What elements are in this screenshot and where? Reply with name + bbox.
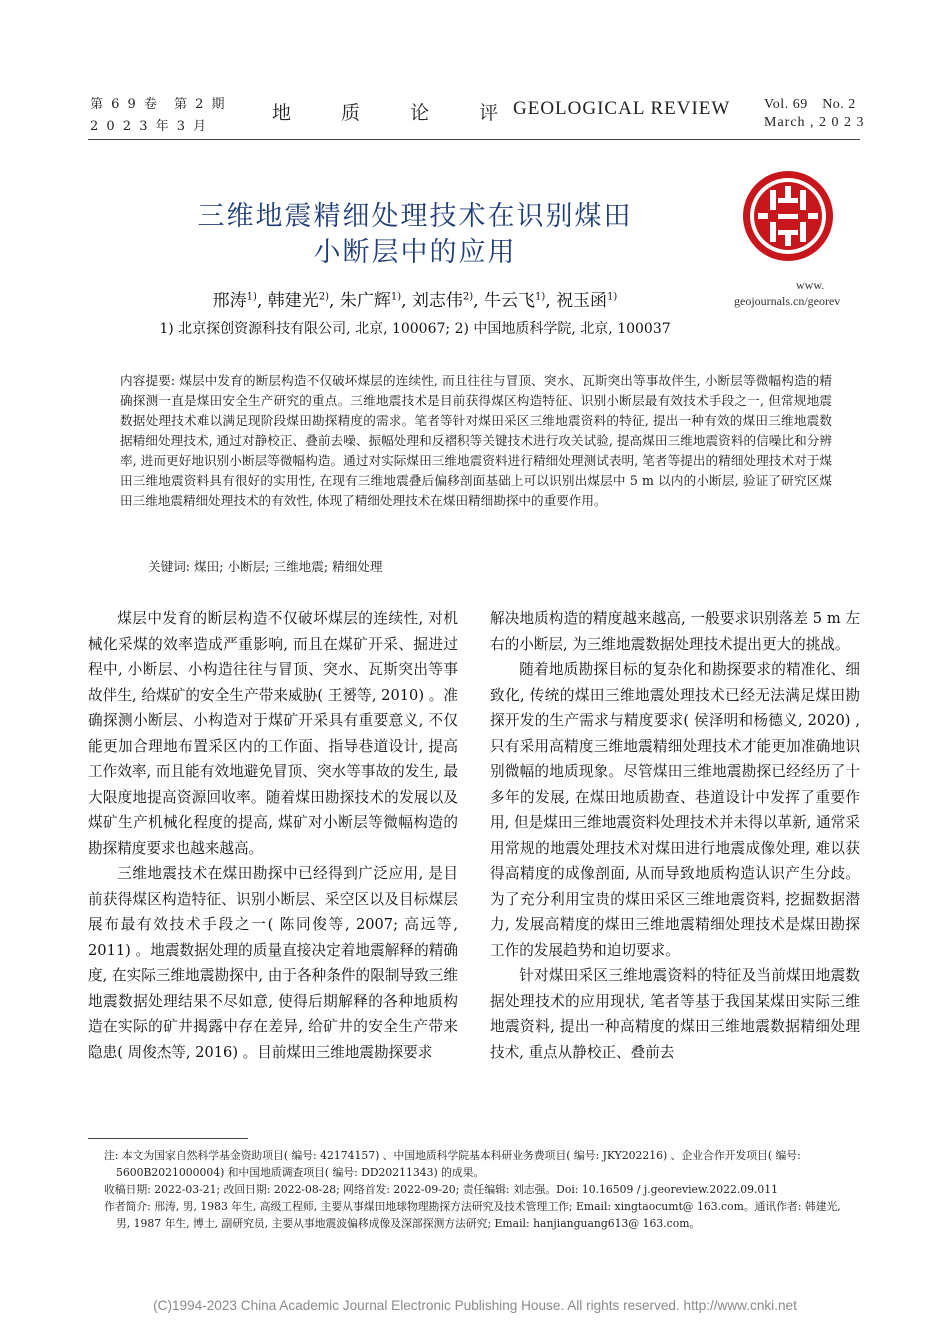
abstract: 内容提要: 煤层中发育的断层构造不仅破坏煤层的连续性, 而且往往与冒顶、突水、瓦斯突出等事故伴生, 小断层等微幅构造的精确探测一直是煤田安全生产研究的重点。三维地震技术是目前获得煤区构造特征、识别小断层最有效技术手段之一, 但常规地震数据处理技术难以满足现阶段煤田勘探精度的需求。笔者等针对煤田采区三维地震资料的特征, 提出一种有效的煤田三维地震数据精细处理技术, 通过对静校正、叠前去噪、振幅处理和反褶积等关键技术进行攻关试验, 提高煤田三维地震资料的信噪比和分辨率, 进而更好地识别小断层等微幅构造。通过对实际煤田三维地震资料进行精细处理测试表明, 笔者等提出的精细处理技术对于煤田三维地震资料具有很好的实用性, 在现有三维地震叠后偏移剖面基础上可以识别出煤层中 5 m 以内的小断层, 验证了研究区煤田三维地震精细处理技术的有效性, 体现了精细处理技术在煤田精细勘探中的重要作用。	[120, 373, 832, 508]
header-rule	[88, 139, 860, 140]
header-date-en: March , 2 0 2 3	[764, 115, 865, 130]
footnote-rule	[88, 1138, 248, 1139]
author: 刘志伟$^{2)}$	[411, 291, 474, 311]
paragraph: 煤层中发育的断层构造不仅破坏煤层的连续性, 对机械化采煤的效率造成严重影响, 而且在煤矿开采、掘进过程中, 小断层、小构造往往与冒顶、突水、瓦斯突出等事故伴生, 给煤矿的安全生产带来威胁( 王赟等, 2010) 。准确探测小断层、小构造对于煤矿开采具有重要意义, 不仅能更加合理地布置采区内的工作面、指导巷道设计, 提高工作效率, 而且能有效地避免冒顶、突水等事故的发生, 最大限度地提高资源回收率。随着煤田勘探技术的发展以及煤矿生产机械化程度的提高, 煤矿对小断层等微幅构造的勘探精度要求也越来越高。	[88, 610, 458, 857]
header-volume-issue-cn: 第 6 9 卷 第 2 期	[90, 97, 227, 112]
body-right-column	[490, 606, 860, 1065]
author-list: 邢涛$^{1)}$, 韩建光$^{2)}$, 朱广辉$^{1)}$, 刘志伟$^{2)}$, 牛云飞$^{1)}$, 祝玉函$^{1)}$	[212, 291, 618, 311]
header-journal-cn: 地 质 论 评	[272, 102, 521, 124]
header-volume-issue-en: Vol. 69 No. 2	[764, 97, 856, 112]
article-title-line2: 小断层中的应用	[313, 237, 517, 268]
copyright-notice: (C)1994-2023 China Academic Journal Electronic Publishing House. All rights reserved. http://www.cnki.net	[153, 1298, 797, 1313]
paragraph: 三维地震技术在煤田勘探中已经得到广泛应用, 是目前获得煤区构造特征、识别小断层、采空区以及目标煤层展布最有效技术手段之一( 陈同俊等, 2007; 高远等, 2011) 。地震数据处理的质量直接决定着地震解释的精确度, 在实际三维地震勘探中, 由于各种条件的限制导致三维地震数据处理结果不尽如意, 使得后期解释的各种地质构造在实际的矿井揭露中存在差异, 给矿井的安全生产带来隐患( 周俊杰等, 2016) 。目前煤田三维地震勘探要求	[88, 865, 458, 1061]
header-date-cn: 2 0 2 3 年 3 月	[90, 119, 209, 134]
author: 邢涛$^{1)}$	[212, 291, 257, 311]
paragraph: 随着地质勘探目标的复杂化和勘探要求的精准化、细致化, 传统的煤田三维地震处理技术已经无法满足煤田勘探开发的生产需求与精度要求( 侯泽明和杨德义, 2020) , 只有采用高精度三维地震精细处理技术才能更加准确地识别微幅的地质现象。尽管煤田三维地震勘探已经经历了十多年的发展, 在煤田地质勘查、巷道设计中发挥了重要作用, 但是煤田三维地震资料处理技术并未得以革新, 通常采用常规的地震处理技术对煤田进行地震成像处理, 难以获得高精度的成像剖面, 从而导致地质构造认识产生分歧。为了充分利用宝贵的煤田采区三维地震资料, 挖掘数据潜力, 发展高精度的煤田三维地震精细处理技术是煤田勘探工作的发展趋势和迫切要求。	[490, 661, 860, 959]
journal-site-prefix: www.	[796, 278, 825, 292]
article-title-line1: 三维地震精细处理技术在识别煤田	[197, 201, 633, 232]
author: 牛云飞$^{1)}$	[483, 291, 546, 311]
journal-site-url[interactable]: geojournals.cn/georev	[734, 294, 841, 308]
affiliations: 1) 北京探创资源科技有限公司, 北京, 100067; 2) 中国地质科学院, 北京, 100037	[159, 321, 671, 337]
paragraph: 针对煤田采区三维地震资料的特征及当前煤田地震数据处理技术的应用现状, 笔者等基于我国某煤田实际三维地震资料, 提出一种高精度的煤田三维地震数据精细处理技术, 重点从静校正、叠前去	[490, 967, 860, 1061]
body-left-column	[88, 606, 458, 1065]
dates-note: 收稿日期: 2022-03-21; 改回日期: 2022-08-28; 网络首发: 2022-09-20; 责任编辑: 刘志强。Doi: 10.16509 / j.georeview.2022.09.011	[104, 1183, 779, 1196]
author-bio-note: 作者简介: 邢涛, 男, 1983 年生, 高级工程师, 主要从事煤田地球物理勘探方法研究及技术管理工作; Email: xingtaocumt@ 163.com。通讯作者: 韩建光, 男, 1987 年生, 博士, 副研究员, 主要从事地震波偏移成像及深部探测方法研究; Email: hanjianguang613@ 163.com。	[104, 1200, 841, 1230]
author: 祝玉函$^{1)}$	[556, 291, 618, 311]
paragraph: 解决地质构造的精度越来越高, 一般要求识别落差 5 m 左右的小断层, 为三维地震数据处理技术提出更大的挑战。	[490, 610, 860, 653]
footnotes	[104, 1147, 854, 1232]
keywords: 关键词: 煤田; 小断层; 三维地震; 精细处理	[148, 559, 383, 574]
header-journal-en: GEOLOGICAL REVIEW	[513, 98, 731, 119]
funding-note: 注: 本文为国家自然科学基金资助项目( 编号: 42174157) 、中国地质科学院基本科研业务费项目( 编号: JKY202216) 、企业合作开发项目( 编号: 5600B2021000004) 和中国地质调查项目( 编号: DD20211343) 的成果。	[104, 1149, 801, 1179]
author: 韩建光$^{2)}$	[267, 291, 330, 311]
author: 朱广辉$^{1)}$	[339, 291, 402, 311]
